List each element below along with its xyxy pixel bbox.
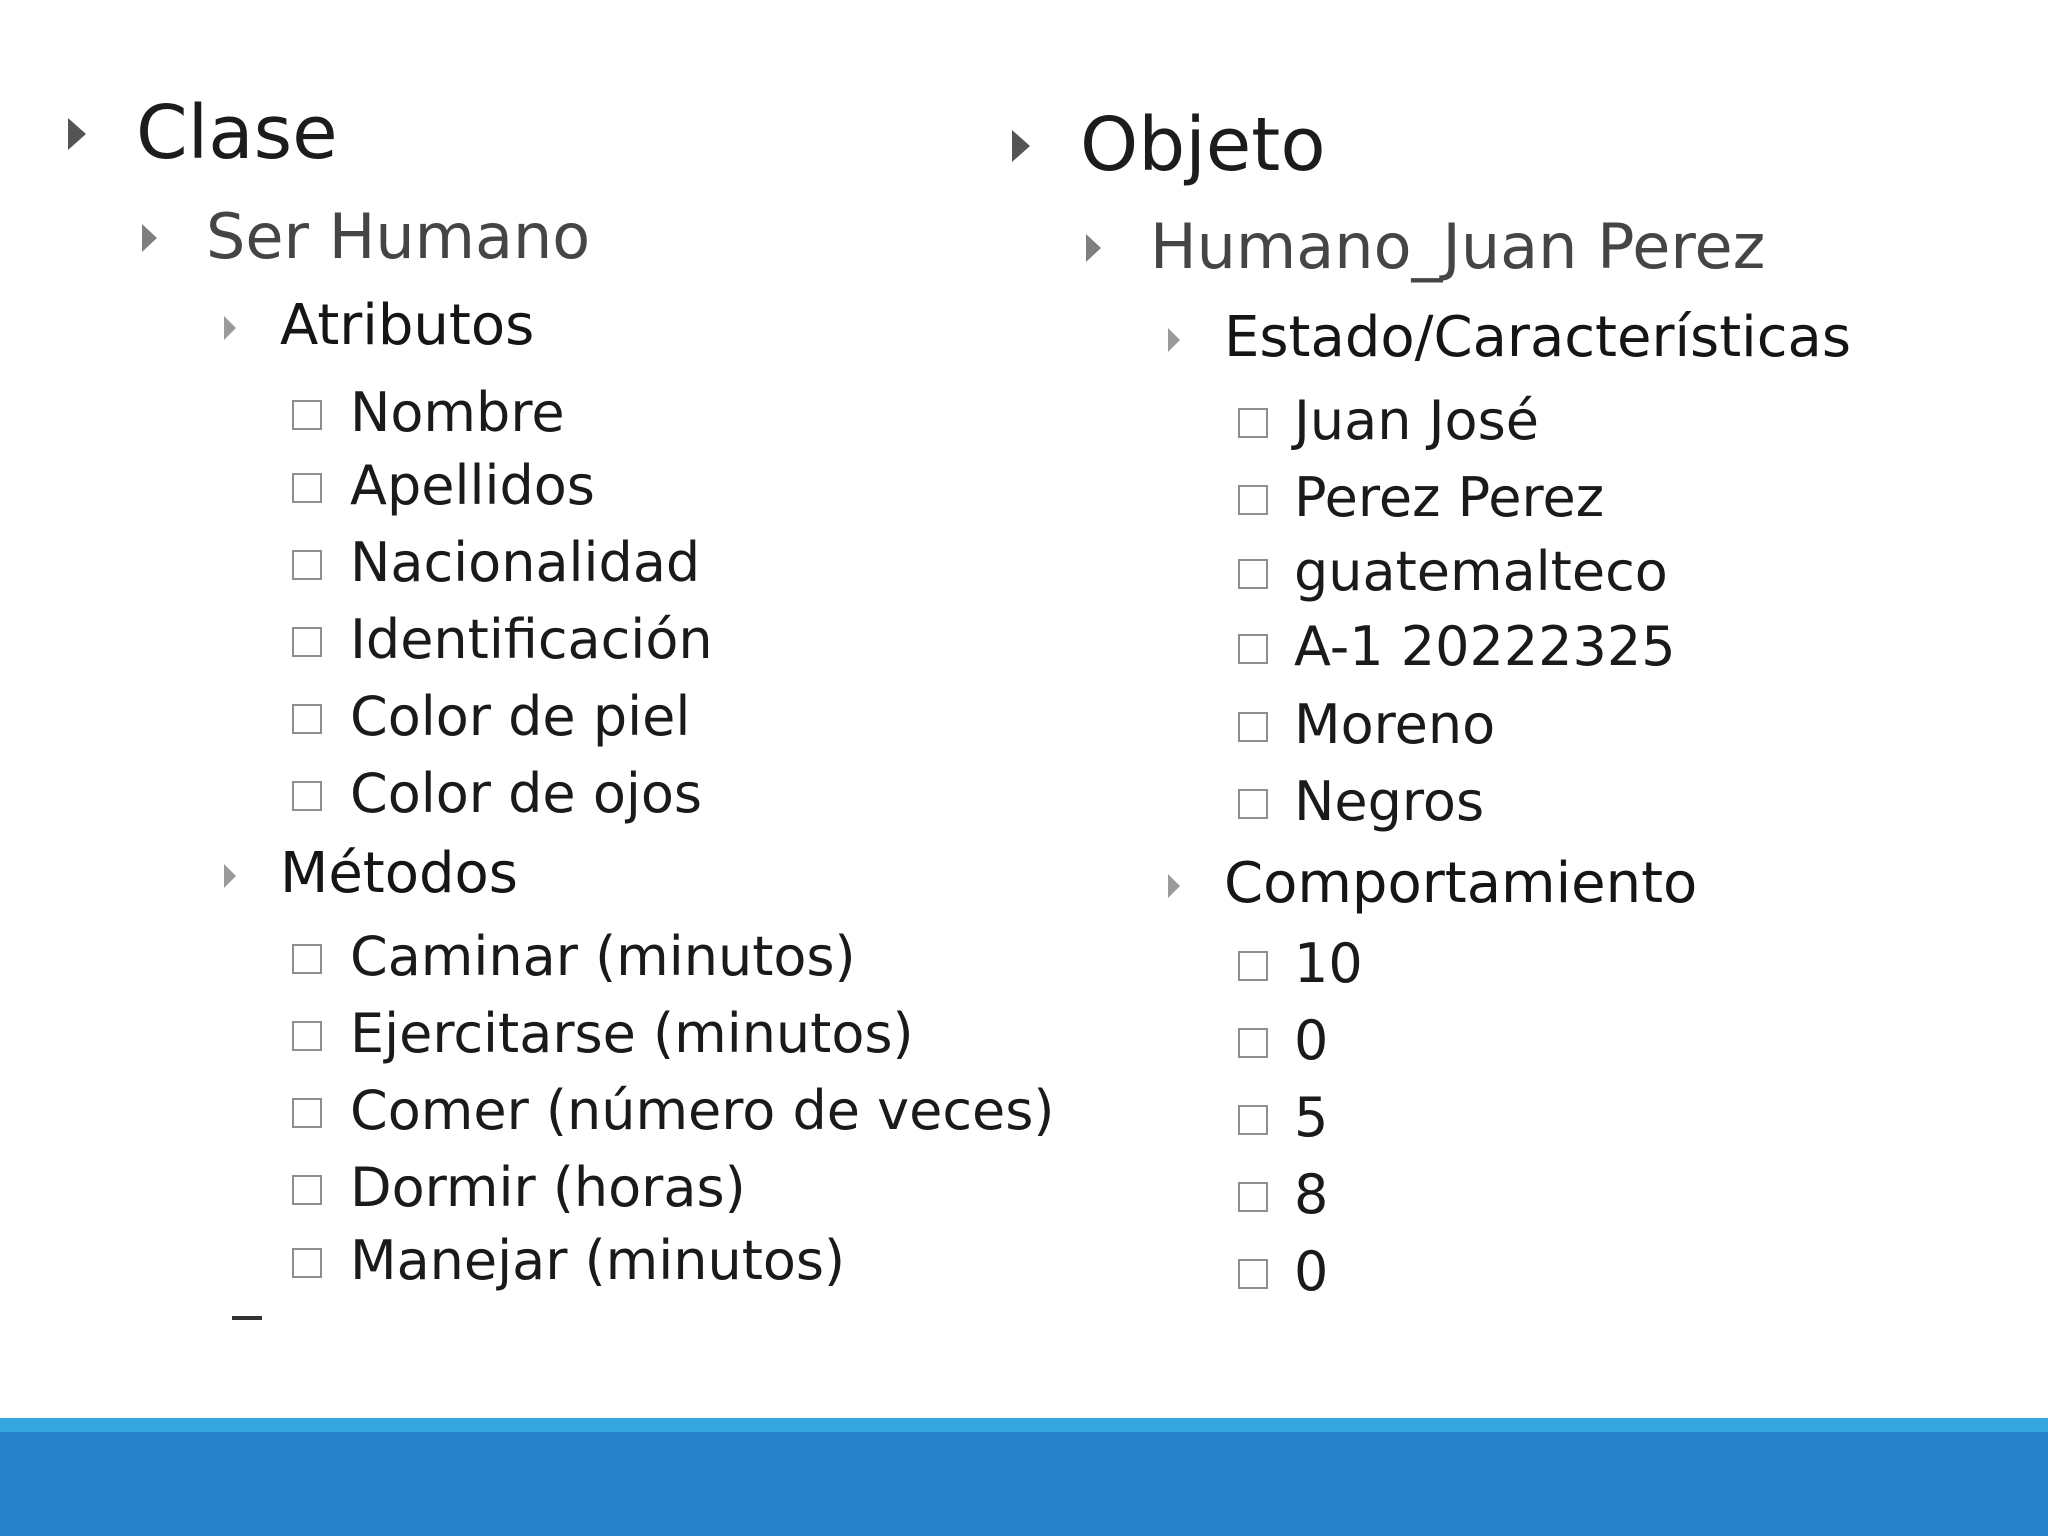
- list-item-label: Color de piel: [350, 685, 691, 748]
- square-outline-icon: [1238, 634, 1268, 664]
- square-outline-icon: [1238, 1259, 1268, 1289]
- clase-subheading: Ser Humano: [206, 200, 591, 273]
- list-item-label: Color de ojos: [350, 762, 703, 825]
- triangle-right-icon: [68, 118, 86, 150]
- metodos-label: Métodos: [280, 841, 518, 906]
- square-outline-icon: [1238, 1028, 1268, 1058]
- list-item-label: Dormir (horas): [350, 1156, 746, 1219]
- list-item-label: Apellidos: [350, 454, 595, 517]
- square-outline-icon: [292, 1098, 322, 1128]
- list-item-label: Juan José: [1294, 389, 1539, 452]
- list-item-label: Caminar (minutos): [350, 925, 856, 988]
- square-outline-icon: [292, 704, 322, 734]
- square-outline-icon: [1238, 789, 1268, 819]
- cropped-text-fragment: [232, 1316, 262, 1320]
- square-outline-icon: [1238, 1182, 1268, 1212]
- list-item-label: guatemalteco: [1294, 540, 1668, 603]
- list-item-label: 0: [1294, 1240, 1329, 1303]
- list-item-label: A-1 20222325: [1294, 615, 1676, 678]
- list-item-label: 8: [1294, 1163, 1329, 1226]
- triangle-right-icon: [1168, 874, 1180, 898]
- list-item-label: 5: [1294, 1086, 1329, 1149]
- list-item-label: Nacionalidad: [350, 531, 701, 594]
- list-item-label: Perez Perez: [1294, 466, 1605, 529]
- list-item-label: Moreno: [1294, 693, 1496, 756]
- estado-label: Estado/Características: [1224, 305, 1852, 370]
- list-item-label: 10: [1294, 932, 1363, 995]
- square-outline-icon: [1238, 559, 1268, 589]
- square-outline-icon: [1238, 712, 1268, 742]
- square-outline-icon: [1238, 951, 1268, 981]
- square-outline-icon: [1238, 1105, 1268, 1135]
- triangle-right-icon: [1086, 234, 1101, 262]
- triangle-right-icon: [1012, 130, 1030, 162]
- list-item-label: 0: [1294, 1009, 1329, 1072]
- triangle-right-icon: [224, 864, 236, 888]
- square-outline-icon: [292, 473, 322, 503]
- square-outline-icon: [292, 627, 322, 657]
- list-item-label: Manejar (minutos): [350, 1229, 846, 1292]
- triangle-right-icon: [224, 316, 236, 340]
- square-outline-icon: [292, 944, 322, 974]
- triangle-right-icon: [142, 224, 157, 252]
- list-item-label: Negros: [1294, 770, 1485, 833]
- footer-accent-line: [0, 1418, 2048, 1432]
- objeto-heading: Objeto: [1080, 102, 1326, 188]
- square-outline-icon: [292, 400, 322, 430]
- square-outline-icon: [292, 1021, 322, 1051]
- square-outline-icon: [1238, 408, 1268, 438]
- triangle-right-icon: [1168, 328, 1180, 352]
- square-outline-icon: [292, 781, 322, 811]
- footer-bar: [0, 1432, 2048, 1536]
- list-item-label: Identificación: [350, 608, 713, 671]
- clase-heading: Clase: [136, 90, 338, 176]
- list-item-label: Ejercitarse (minutos): [350, 1002, 914, 1065]
- list-item-label: Comer (número de veces): [350, 1079, 1055, 1142]
- list-item-label: Nombre: [350, 381, 565, 444]
- square-outline-icon: [1238, 485, 1268, 515]
- square-outline-icon: [292, 1248, 322, 1278]
- square-outline-icon: [292, 1175, 322, 1205]
- square-outline-icon: [292, 550, 322, 580]
- atributos-label: Atributos: [280, 293, 535, 358]
- objeto-subheading: Humano_Juan Perez: [1150, 210, 1766, 283]
- comportamiento-label: Comportamiento: [1224, 851, 1698, 916]
